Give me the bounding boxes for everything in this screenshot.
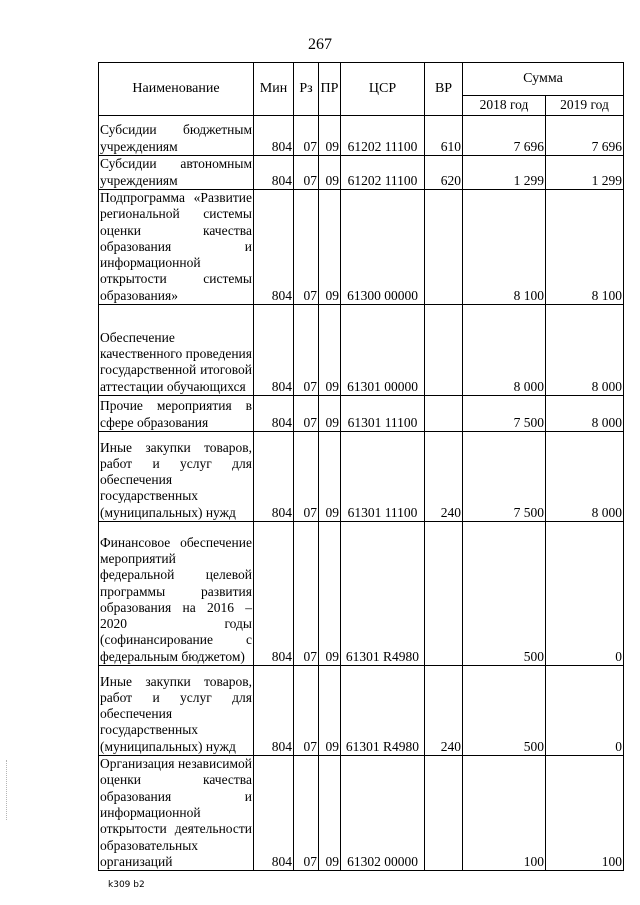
row-pr: 09 — [319, 116, 341, 156]
row-sum-2018: 7 696 — [463, 116, 546, 156]
row-pr: 09 — [319, 305, 341, 396]
row-name: Субсидии автономным учреждениям — [100, 156, 252, 188]
row-sum-2018: 500 — [463, 522, 546, 666]
row-name: Обеспечение качественного проведения государственной итоговой аттестации обучающихся — [99, 305, 254, 396]
row-name: Иные закупки товаров, работ и услуг для обеспечения государственных (муниципальных) нужд — [99, 666, 254, 756]
row-csr: 61301 11100 — [341, 432, 425, 522]
row-csr: 61301 R4980 — [341, 522, 425, 666]
row-sum-2018: 7 500 — [463, 432, 546, 522]
row-csr: 61301 11100 — [341, 396, 425, 432]
row-vr: 620 — [425, 156, 463, 190]
row-csr: 61202 11100 — [341, 156, 425, 190]
table-row — [99, 156, 624, 190]
row-vr — [425, 190, 463, 305]
table-row — [99, 116, 624, 156]
table-row — [99, 666, 624, 756]
row-csr: 61301 00000 — [341, 305, 425, 396]
row-sum-2019: 1 299 — [546, 156, 624, 190]
page-number: 267 — [308, 36, 332, 53]
col-header-2019: 2019 год — [546, 96, 624, 116]
row-sum-2019: 8 000 — [546, 396, 624, 432]
row-pr: 09 — [319, 666, 341, 756]
col-header-rz: Рз — [294, 63, 319, 116]
row-pr: 09 — [319, 190, 341, 305]
col-header-pr: ПР — [319, 63, 341, 116]
row-csr: 61300 00000 — [341, 190, 425, 305]
row-min: 804 — [254, 116, 294, 156]
row-vr: 240 — [425, 666, 463, 756]
row-rz: 07 — [294, 522, 319, 666]
row-csr: 61301 R4980 — [341, 666, 425, 756]
row-vr — [425, 396, 463, 432]
row-name: Подпрограмма «Развитие региональной системы оценки качества образования и информационной открытости системы образования» — [100, 190, 252, 303]
row-name: Прочие мероприятия в сфере образования — [99, 396, 254, 432]
row-sum-2019: 0 — [546, 522, 624, 666]
row-min: 804 — [254, 756, 294, 871]
row-min: 804 — [254, 156, 294, 190]
row-pr: 09 — [319, 432, 341, 522]
table-body — [99, 116, 624, 871]
row-rz: 07 — [294, 305, 319, 396]
row-sum-2019: 8 100 — [546, 190, 624, 305]
row-name: Финансовое обеспечение мероприятий федеральной целевой программы развития образования на 2016 – 2020 годы (софинансирование с федеральным бюджетом) — [99, 522, 254, 666]
row-sum-2018: 7 500 — [463, 396, 546, 432]
row-min: 804 — [254, 190, 294, 305]
row-csr: 61202 11100 — [341, 116, 425, 156]
row-vr — [425, 305, 463, 396]
footer-code: k309 b2 — [108, 880, 145, 890]
row-rz: 07 — [294, 756, 319, 871]
row-sum-2018: 8 100 — [463, 190, 546, 305]
row-csr: 61302 00000 — [341, 756, 425, 871]
col-header-vr: ВР — [425, 63, 463, 116]
row-sum-2018: 500 — [463, 666, 546, 756]
row-vr — [425, 522, 463, 666]
row-pr: 09 — [319, 756, 341, 871]
row-sum-2019: 8 000 — [546, 432, 624, 522]
col-header-sum: Сумма — [463, 63, 624, 96]
table-row — [99, 305, 624, 396]
row-rz: 07 — [294, 190, 319, 305]
col-header-csr: ЦСР — [341, 63, 425, 116]
row-rz: 07 — [294, 432, 319, 522]
row-sum-2018: 100 — [463, 756, 546, 871]
row-sum-2019: 7 696 — [546, 116, 624, 156]
row-vr: 240 — [425, 432, 463, 522]
row-sum-2019: 100 — [546, 756, 624, 871]
row-pr: 09 — [319, 522, 341, 666]
row-name: Иные закупки товаров, работ и услуг для обеспечения государственных (муниципальных) нужд — [99, 432, 254, 522]
table-row — [99, 432, 624, 522]
row-min: 804 — [254, 666, 294, 756]
row-rz: 07 — [294, 396, 319, 432]
row-name: Субсидии бюджетным учреждениям — [99, 116, 254, 156]
row-sum-2019: 8 000 — [546, 305, 624, 396]
row-min: 804 — [254, 305, 294, 396]
row-sum-2018: 8 000 — [463, 305, 546, 396]
col-header-min: Мин — [254, 63, 294, 116]
table-row — [99, 190, 624, 305]
row-vr — [425, 756, 463, 871]
row-pr: 09 — [319, 156, 341, 190]
row-sum-2018: 1 299 — [463, 156, 546, 190]
row-min: 804 — [254, 432, 294, 522]
row-sum-2019: 0 — [546, 666, 624, 756]
table-header — [99, 63, 624, 116]
col-header-2018: 2018 год — [463, 96, 546, 116]
table-row — [99, 756, 624, 871]
table-row — [99, 396, 624, 432]
table-row — [99, 522, 624, 666]
row-rz: 07 — [294, 666, 319, 756]
row-min: 804 — [254, 522, 294, 666]
row-name: Организация независимой оценки качества образования и информационной открытости деятельности образовательных организаций — [100, 756, 252, 869]
col-header-name: Наименование — [99, 63, 254, 116]
scan-edge-marks — [6, 760, 9, 820]
row-vr: 610 — [425, 116, 463, 156]
row-rz: 07 — [294, 156, 319, 190]
budget-table — [98, 62, 624, 871]
row-min: 804 — [254, 396, 294, 432]
row-rz: 07 — [294, 116, 319, 156]
row-pr: 09 — [319, 396, 341, 432]
